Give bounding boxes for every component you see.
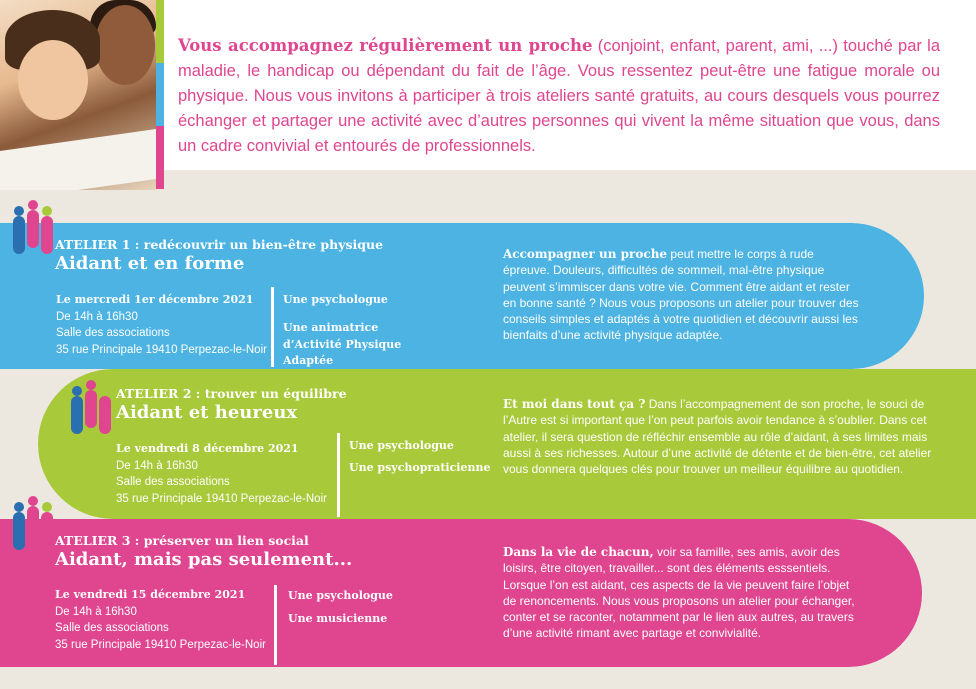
atelier-2-time: De 14h à 16h30	[116, 459, 198, 472]
atelier-1-time: De 14h à 16h30	[56, 310, 138, 323]
atelier-2-divider	[337, 433, 340, 517]
atelier-3-label: ATELIER 3 : préserver un lien social	[55, 533, 309, 548]
atelier-2-who-1: Une psychologue	[349, 439, 454, 452]
atelier-2-date: Le vendredi 8 décembre 2021	[116, 442, 299, 455]
atelier-1-divider	[271, 287, 274, 367]
atelier-2-desc-lead: Et moi dans tout ça ?	[503, 397, 646, 411]
atelier-3-date: Le vendredi 15 décembre 2021	[55, 588, 246, 601]
atelier-1-description	[503, 246, 861, 344]
atelier-3-desc-body: voir sa famille, ses amis, avoir des loisirs, être citoyen, travailler... sont des éléments esssentiels. Lorsque l’on est aidant, ces aspects de la vie peuvent faire l’objet de renoncements. Nous vous proposons un atelier pour échanger, conter et se raconter, notamment par le lien aux autres, au travers d’une activité rimant avec partage et convivialité.	[503, 545, 855, 641]
atelier-3-desc-lead: Dans la vie de chacun,	[503, 545, 654, 559]
atelier-1-place: Salle des associations	[56, 327, 170, 339]
atelier-3-divider	[274, 585, 277, 665]
atelier-2-address: 35 rue Principale 19410 Perpezac-le-Noir	[116, 492, 327, 505]
atelier-2-subtitle: Aidant et heureux	[116, 402, 298, 423]
intro-text	[178, 33, 940, 159]
intro-body: (conjoint, enfant, parent, ami, ...) touché par la maladie, le handicap ou dépendant du fait de l’âge. Vous ressentez peut-être une fatigue morale ou physique. Nous vous invitons à participer à trois ateliers santé gratuits, au cours desquels vous pourrez échanger et partager une activité avec d’autres personnes qui vivent la même situation que vous, dans un cadre convivial et entourés de professionnels.	[178, 37, 940, 155]
atelier-2-desc-body: Dans l’accompagnement de son proche, le souci de l’Autre est si important que l’on peut parfois avoir tendance à s’oublier. Dans cet atelier, il sera question de réfléchir ensemble au rôle d’aidant, à ses limites mais aussi à ses richesses. Autour d’une activité de détente et de bien-être, cet atelier vous donnera quelques clés pour trouver un meilleur équilibre au quotidien.	[503, 397, 932, 477]
atelier-1-details	[56, 292, 267, 358]
atelier-3-address: 35 rue Principale 19410 Perpezac-le-Noir	[55, 638, 266, 651]
atelier-2-people-icon	[68, 378, 116, 434]
atelier-1-address: 35 rue Principale 19410 Perpezac-le-Noir	[56, 343, 267, 356]
atelier-3-who-1: Une psychologue	[288, 589, 393, 602]
atelier-1-date: Le mercredi 1er décembre 2021	[56, 293, 254, 306]
atelier-2-label: ATELIER 2 : trouver un équilibre	[116, 386, 347, 401]
atelier-2-details	[116, 441, 327, 507]
atelier-3-subtitle: Aidant, mais pas seulement...	[55, 549, 353, 570]
atelier-1-who-1: Une psychologue	[283, 293, 388, 306]
atelier-2-description	[503, 396, 953, 477]
atelier-1-desc-lead: Accompagner un proche	[503, 247, 668, 261]
atelier-1-label: ATELIER 1 : redécouvrir un bien-être physique	[55, 237, 384, 252]
intro-lead: Vous accompagnez régulièrement un proche	[178, 36, 593, 55]
atelier-3-place: Salle des associations	[55, 622, 169, 634]
atelier-3-band	[0, 519, 922, 667]
atelier-3-who-2: Une musicienne	[288, 612, 388, 625]
atelier-2-who-2: Une psychopraticienne	[349, 461, 491, 474]
atelier-3-details	[55, 587, 266, 653]
caregiver-photo	[0, 0, 156, 190]
color-strip	[156, 0, 164, 190]
atelier-2-place: Salle des associations	[116, 476, 230, 488]
atelier-1-who-2: Une animatrice d’Activité Physique Adaptée	[283, 321, 402, 367]
atelier-1-desc-body: peut mettre le corps à rude épreuve. Douleurs, difficultés de sommeil, mal-être physique peuvent s’immiscer dans votre vie. Comment être aidant et rester en bonne santé ? Nous vous proposons un atelier pour trouver des conseils simples et adaptés à votre quotidien et découvrir aussi les bienfaits d’une activité physique adaptée.	[503, 247, 859, 343]
atelier-3-time: De 14h à 16h30	[55, 605, 137, 618]
atelier-3-description	[503, 544, 865, 642]
atelier-3-people-icon	[10, 494, 58, 550]
atelier-1-people-icon	[10, 198, 58, 254]
atelier-1-band	[0, 223, 924, 369]
atelier-2-band	[38, 369, 976, 519]
atelier-1-subtitle: Aidant et en forme	[55, 253, 245, 274]
